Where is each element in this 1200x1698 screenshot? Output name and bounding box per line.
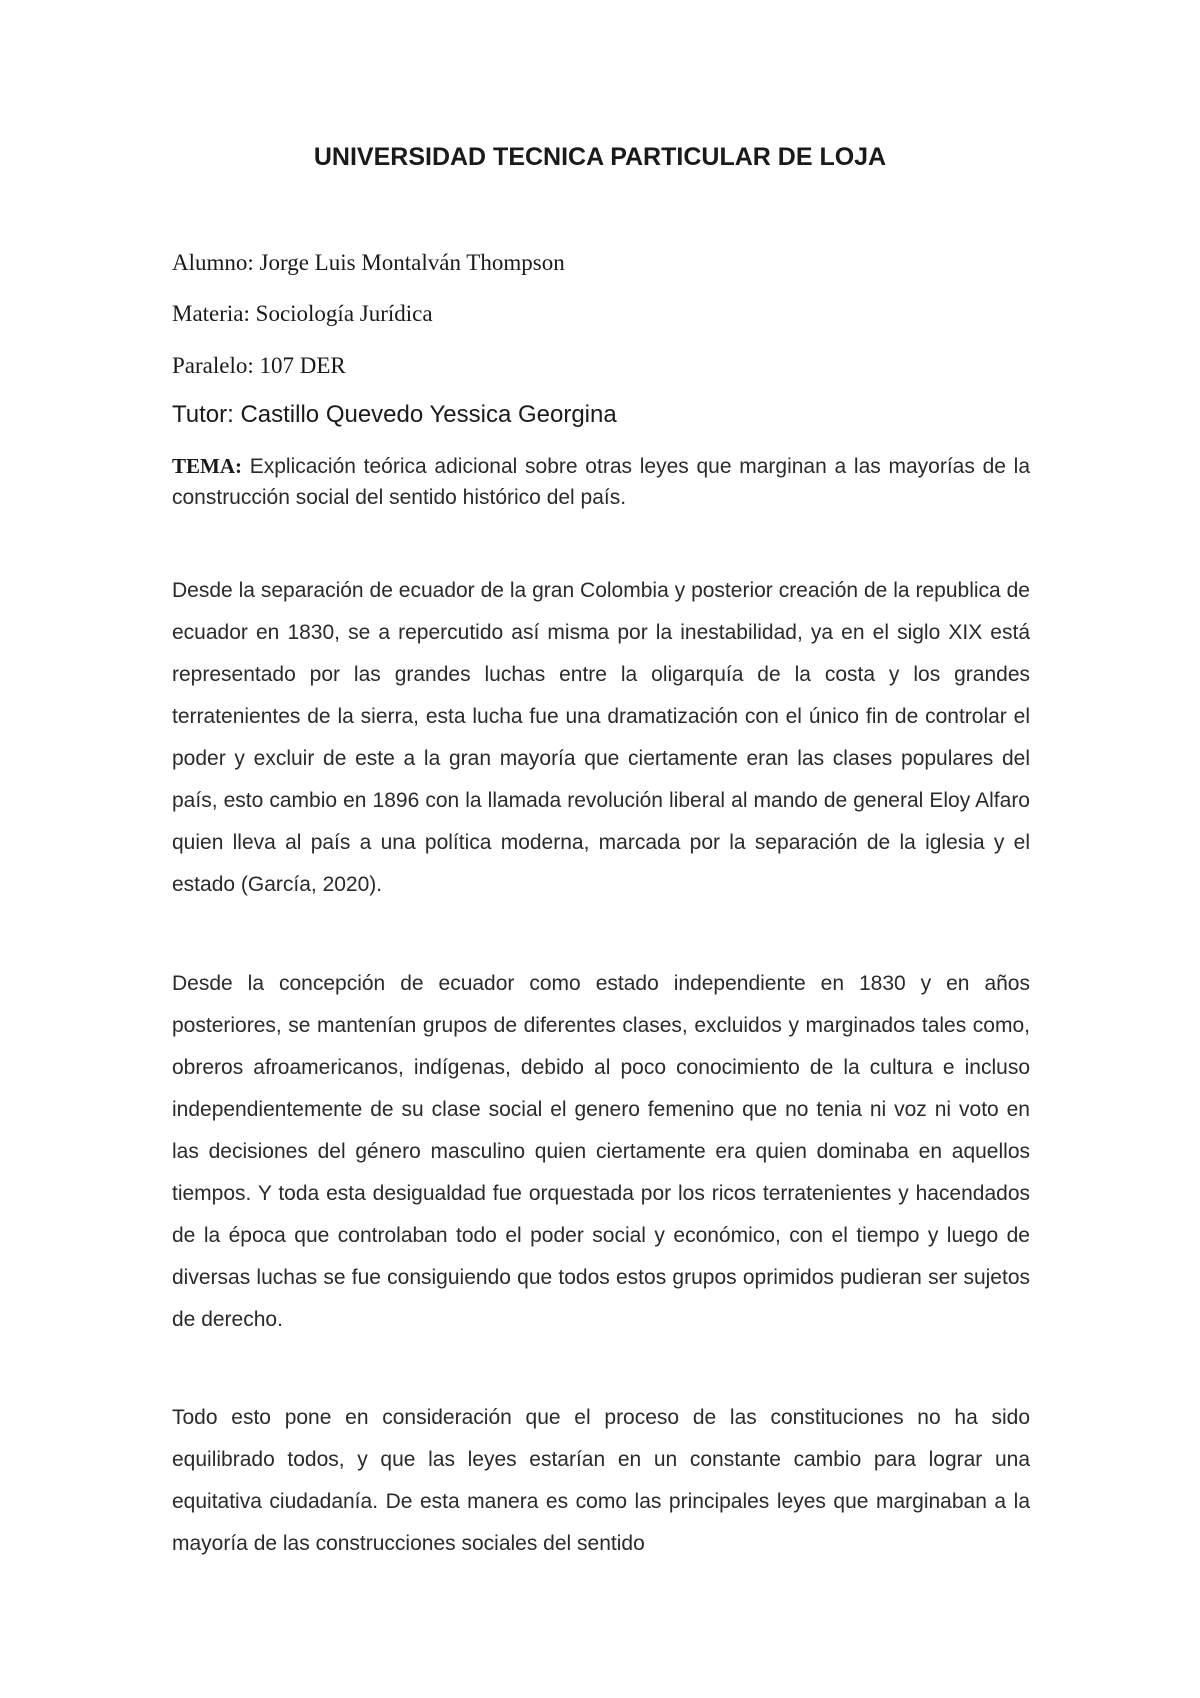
- paragraph-3: Todo esto pone en consideración que el proceso de las constituciones no ha sido equilibrado todos, y que las leyes estarían en un constante cambio para lograr una equitativa ciudadanía. De esta manera es como las principales leyes que marginaban a la mayoría de las construcciones sociales del sentido: [172, 1406, 1030, 1555]
- paragraph-1: Desde la separación de ecuador de la gran Colombia y posterior creación de la republica de ecuador en 1830, se a repercutido así misma por la inestabilidad, ya en el siglo XIX está representado por las grandes luchas entre la oligarquía de la costa y los grandes terratenientes de la sierra, esta lucha fue una dramatización con el único fin de controlar el poder y excluir de este a la gran mayoría que ciertamente eran las clases populares del país, esto cambio en 1896 con la llamada revolución liberal al mando de general Eloy Alfaro quien lleva al país a una política moderna, marcada por la separación de la iglesia y el estado (García, 2020).: [172, 579, 1030, 896]
- paragraph-2: Desde la concepción de ecuador como estado independiente en 1830 y en años posteriores, se mantenían grupos de diferentes clases, excluidos y marginados tales como, obreros afroamericanos, indígenas, debido al poco conocimiento de la cultura e incluso independientemente de su clase social el genero femenino que no tenia ni voz ni voto en las decisiones del género masculino quien ciertamente era quien dominaba en aquellos tiempos. Y toda esta desigualdad fue orquestada por los ricos terratenientes y hacendados de la época que controlaban todo el poder social y económico, con el tiempo y luego de diversas luchas se fue consiguiendo que todos estos grupos oprimidos pudieran ser sujetos de derecho.: [172, 972, 1030, 1331]
- tutor-name: Tutor: Castillo Quevedo Yessica Georgina: [172, 401, 617, 428]
- topic-label: TEMA:: [172, 454, 242, 478]
- topic-text: Explicación teórica adicional sobre otras leyes que marginan a las mayorías de la construcción social del sentido histórico del país.: [172, 455, 1030, 509]
- university-title: UNIVERSIDAD TECNICA PARTICULAR DE LOJA: [313, 143, 887, 171]
- subject: Materia: Sociología Jurídica: [172, 301, 433, 326]
- section: Paralelo: 107 DER: [172, 353, 346, 378]
- student-name: Alumno: Jorge Luis Montalván Thompson: [172, 250, 565, 275]
- topic: [172, 451, 1030, 513]
